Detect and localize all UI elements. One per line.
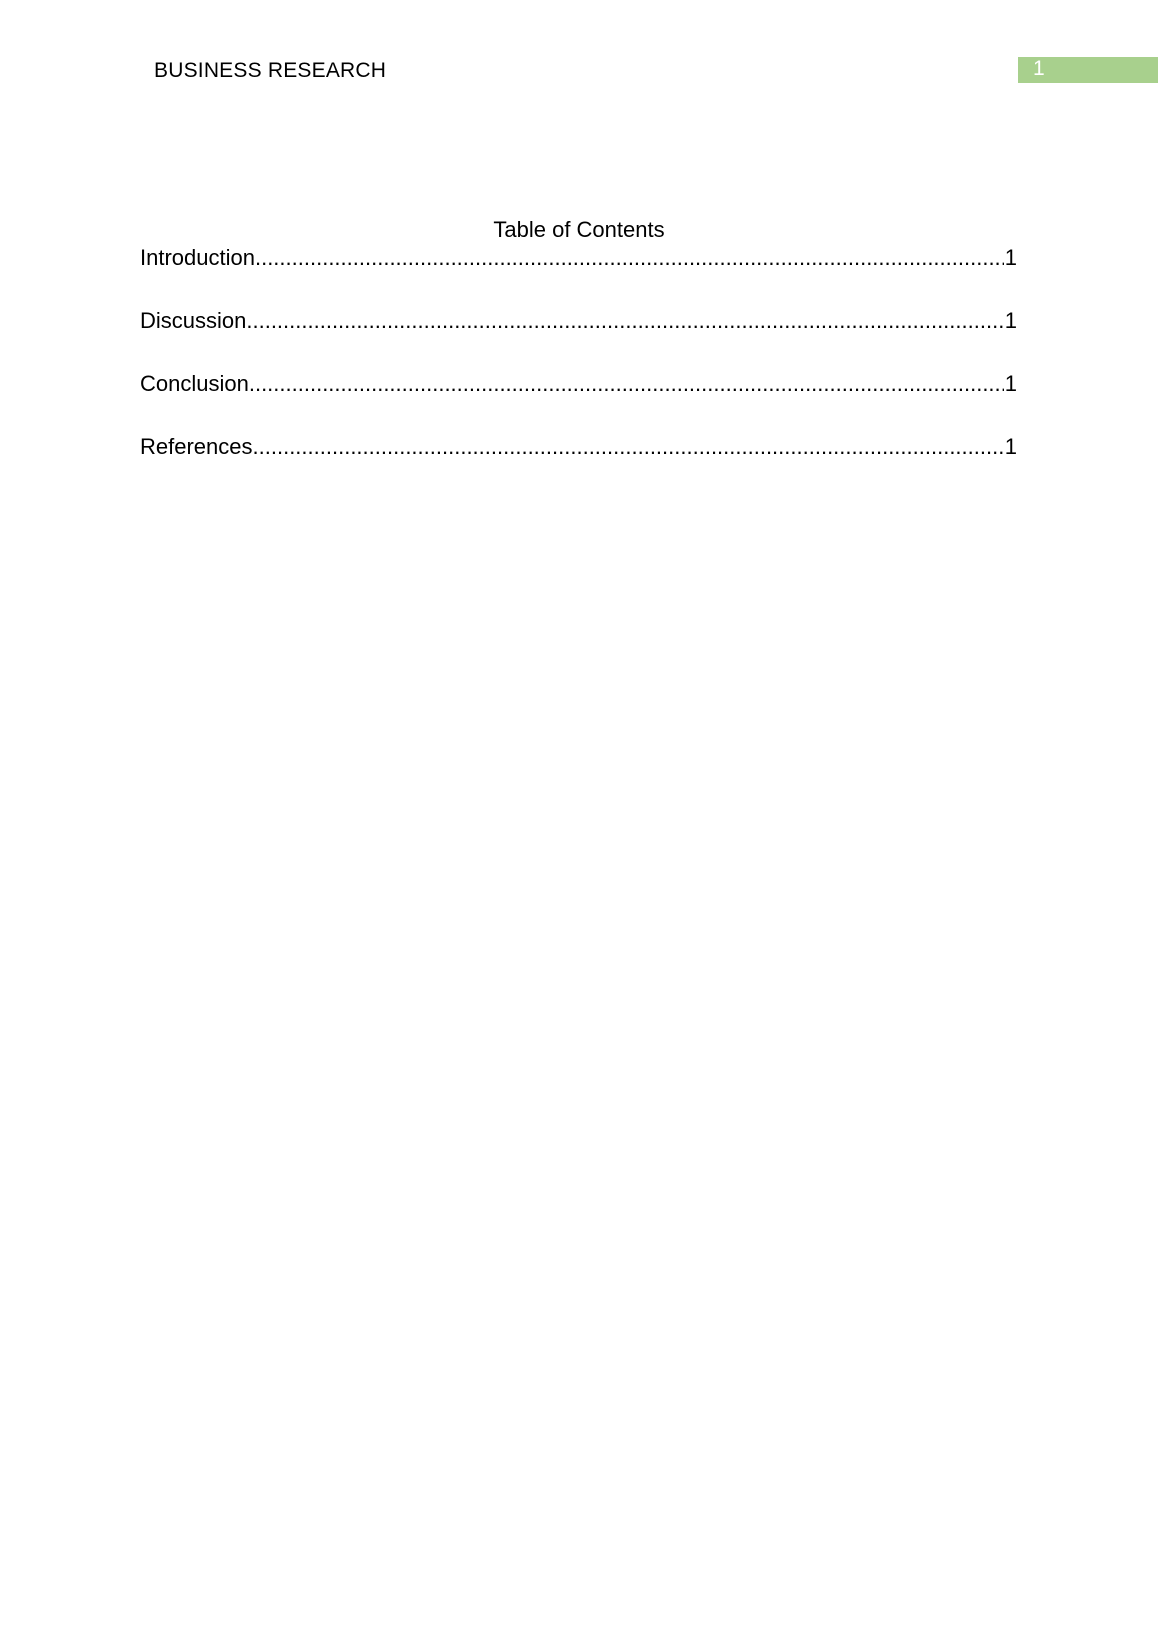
toc-dot-leader (249, 370, 1004, 398)
toc-entry-label: Conclusion (140, 371, 249, 396)
toc-entry-conclusion[interactable] (140, 370, 1017, 398)
page-number: 1 (1033, 57, 1045, 80)
toc-entry-page: 1 (1004, 245, 1017, 270)
toc-list (140, 244, 1017, 496)
toc-entry-page: 1 (1004, 434, 1017, 459)
toc-entry-discussion[interactable] (140, 307, 1017, 335)
toc-dot-leader (246, 307, 1003, 335)
toc-heading: Table of Contents (493, 217, 665, 242)
toc-entry-label: References (140, 434, 253, 459)
toc-entry-references[interactable] (140, 433, 1017, 461)
toc-entry-introduction[interactable] (140, 244, 1017, 272)
toc-entry-page: 1 (1004, 308, 1017, 333)
toc-dot-leader (253, 433, 1004, 461)
toc-dot-leader (255, 244, 1004, 272)
toc-entry-label: Discussion (140, 308, 247, 333)
page-number-badge (1018, 57, 1158, 83)
toc-entry-label: Introduction (140, 245, 255, 270)
running-header-title: BUSINESS RESEARCH (154, 59, 387, 82)
toc-entry-page: 1 (1004, 371, 1017, 396)
